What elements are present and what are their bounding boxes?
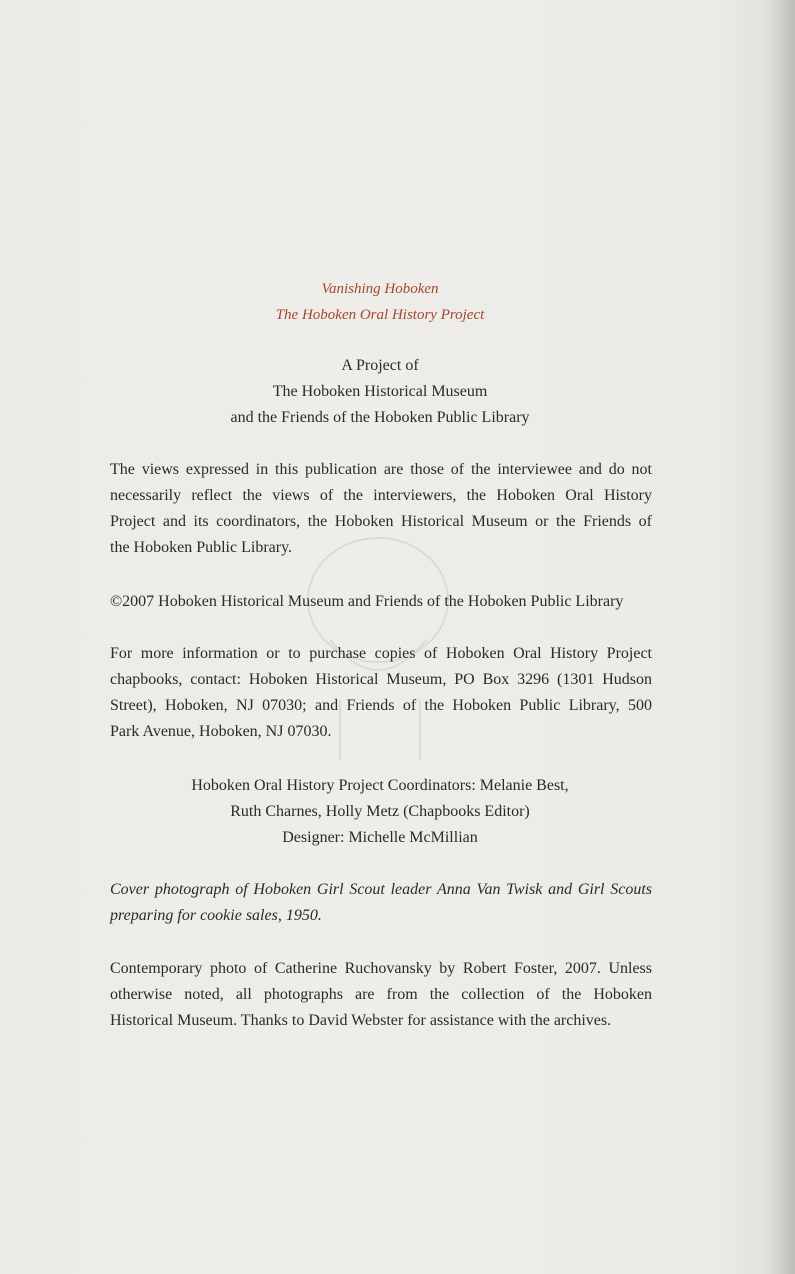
sponsor-line-2: The Hoboken Historical Museum	[272, 383, 488, 400]
cover-caption	[110, 877, 652, 929]
sponsor-line-3: and the Friends of the Hoboken Public Library	[230, 409, 530, 426]
contact-line: Street), Hoboken, NJ 07030; and Friends of the Hoboken Public Library, 500	[110, 697, 652, 714]
project-title: The Hoboken Oral History Project	[275, 307, 485, 323]
photo-credit-paragraph	[110, 956, 652, 1034]
cover-caption-line: preparing for cookie sales, 1950.	[110, 907, 322, 924]
credits-line-3: Designer: Michelle McMillian	[282, 829, 478, 846]
photo-credit-line: Contemporary photo of Catherine Ruchovansky by Robert Foster, 2007. Unless	[110, 960, 652, 977]
title-block	[0, 276, 760, 328]
disclaimer-line: Project and its coordinators, the Hoboken Historical Museum or the Friends of	[110, 513, 652, 530]
photo-credit-line: Historical Museum. Thanks to David Webster for assistance with the archives.	[110, 1012, 612, 1029]
sponsor-line-1: A Project of	[341, 357, 419, 374]
contact-paragraph	[110, 641, 652, 745]
contact-line: chapbooks, contact: Hoboken Historical Museum, PO Box 3296 (1301 Hudson	[110, 671, 652, 688]
credits-line-1: Hoboken Oral History Project Coordinators: Melanie Best,	[191, 777, 569, 794]
disclaimer-line: necessarily reflect the views of the interviewers, the Hoboken Oral History	[110, 487, 652, 504]
disclaimer-paragraph	[110, 457, 652, 561]
cover-caption-line: Cover photograph of Hoboken Girl Scout leader Anna Van Twisk and Girl Scouts	[110, 881, 652, 898]
sponsor-block	[0, 353, 760, 431]
disclaimer-line: the Hoboken Public Library.	[110, 539, 293, 556]
contact-line: For more information or to purchase copies of Hoboken Oral History Project	[110, 645, 652, 662]
credits-line-2: Ruth Charnes, Holly Metz (Chapbooks Editor)	[230, 803, 530, 820]
spine-shadow	[765, 0, 795, 1274]
credits-block	[0, 773, 760, 851]
copyright-notice: ©2007 Hoboken Historical Museum and Friends of the Hoboken Public Library	[110, 593, 624, 610]
photo-credit-line: otherwise noted, all photographs are from the collection of the Hoboken	[110, 986, 652, 1003]
disclaimer-line: The views expressed in this publication are those of the interviewee and do not	[110, 461, 652, 478]
contact-line: Park Avenue, Hoboken, NJ 07030.	[110, 723, 332, 740]
series-title: Vanishing Hoboken	[321, 281, 439, 297]
